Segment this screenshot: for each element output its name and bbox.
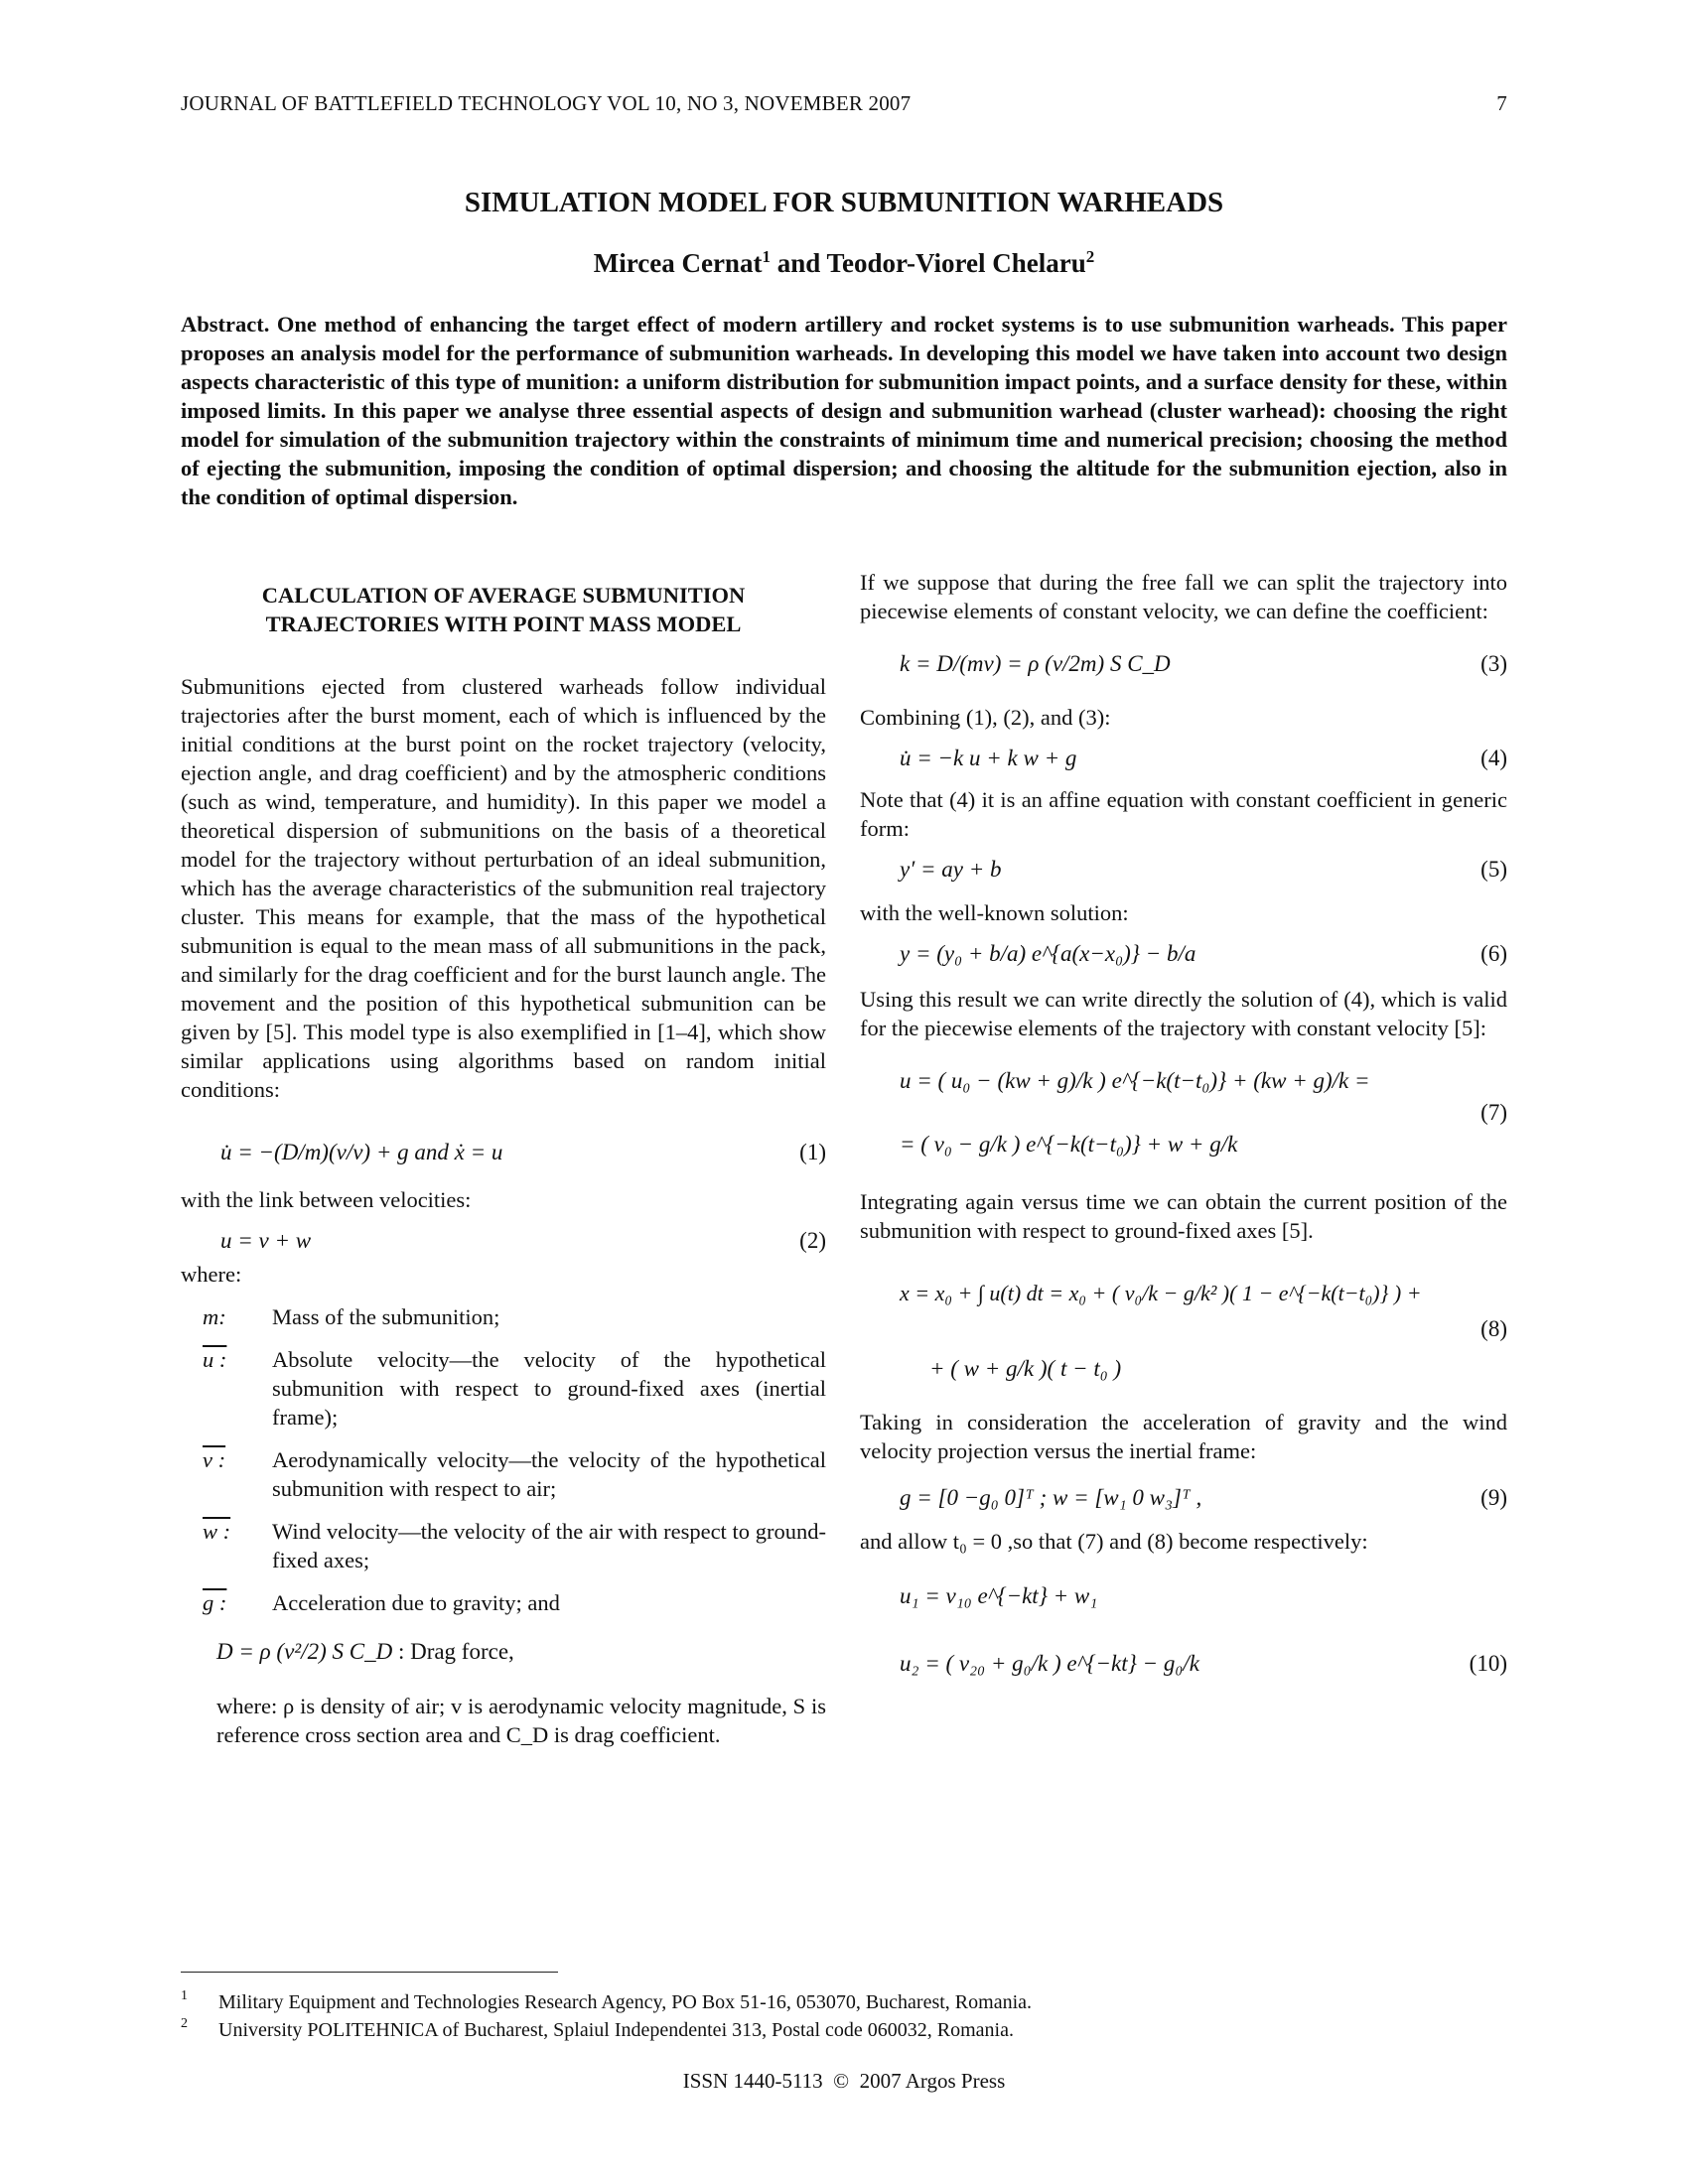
- definition-item: [203, 1517, 826, 1574]
- abstract-label: Abstract.: [181, 312, 270, 337]
- right-taking: Taking in consideration the acceleration of gravity and the wind velocity projection versus the inertial frame:: [860, 1410, 1507, 1463]
- right-allow: and allow t₀ = 0 ,so that (7) and (8) become respectively:: [860, 1529, 1368, 1554]
- footnote-mark: 2: [181, 2016, 188, 2031]
- drag-force-line: [216, 1637, 826, 1666]
- equation-4-number: (4): [1480, 746, 1507, 770]
- footnote-mark: 1: [181, 1988, 188, 2003]
- drag-label: : Drag force,: [397, 1639, 514, 1664]
- page-footer: ISSN 1440-5113 © 2007 Argos Press: [682, 2069, 1006, 2093]
- definition-symbol: m:: [203, 1304, 226, 1329]
- running-header: [181, 91, 1507, 116]
- equation-8-line-a: x = x₀ + ∫ u(t) dt = x₀ + ( v₀/k − g/k² )( 1 − e^{−k(t−t₀)} ) +: [900, 1281, 1422, 1305]
- equation-6-number: (6): [1480, 941, 1507, 966]
- equation-9-number: (9): [1480, 1485, 1507, 1510]
- definition-symbol: u :: [203, 1347, 227, 1372]
- definition-item: [203, 1302, 826, 1331]
- equation-7-line-b: = ( v₀ − g/k ) e^{−k(t−t₀)} + w + g/k: [900, 1132, 1238, 1157]
- footnote-rule: [181, 1972, 558, 1973]
- footnote-text: University POLITEHNICA of Bucharest, Splaiul Independentei 313, Postal code 060032, Romania.: [218, 2019, 1014, 2041]
- abstract: [181, 310, 1507, 511]
- equation-7: [860, 1058, 1507, 1187]
- definition-symbol: g :: [203, 1590, 227, 1615]
- equation-4-body: u̇ = −k u + k w + g: [900, 746, 1077, 770]
- equation-7-number: (7): [1480, 1100, 1507, 1125]
- definition-symbol: v :: [203, 1447, 226, 1472]
- left-column: [181, 581, 826, 1749]
- drag-equation: D = ρ (v²/2) S C_D: [216, 1639, 393, 1664]
- equation-10-line-b: u₂ = ( v₂₀ + g₀/k ) e^{−kt} − g₀/k: [900, 1651, 1199, 1676]
- running-title: JOURNAL OF BATTLEFIELD TECHNOLOGY VOL 10, NO 3, NOVEMBER 2007: [181, 91, 912, 115]
- equation-10-line-a: u₁ = v₁₀ e^{−kt} + w₁: [900, 1583, 1098, 1608]
- right-intro: If we suppose that during the free fall we can split the trajectory into piecewise elements of constant velocity, we can define the coefficient:: [860, 570, 1507, 623]
- equation-8-line-b: + ( w + g/k )( t − t₀ ): [929, 1356, 1122, 1381]
- equation-8-number: (8): [1480, 1316, 1507, 1341]
- equation-1-number: (1): [799, 1140, 826, 1164]
- abstract-text: One method of enhancing the target effect of modern artillery and rocket systems is to use submunition warheads. This paper proposes an analysis model for the performance of submunition warheads. In developing this model we have taken into account two design aspects characteristic of this type of munition: a uniform distribution for submunition impact points, and a surface density for these, within imposed limits. In this paper we analyse three essential aspects of design and submunition warhead (cluster warhead): choosing the right model for simulation of the submunition trajectory within the constraints of minimum time and numerical precision; choosing the method of ejecting the submunition, imposing the condition of optimal dispersion; and choosing the altitude for the submunition ejection, also in the condition of optimal dispersion.: [181, 312, 1508, 509]
- right-well-known: with the well-known solution:: [860, 900, 1129, 925]
- equation-2-body: u = v + w: [220, 1228, 312, 1253]
- right-using: Using this result we can write directly the solution of (4), which is valid for the piecewise elements of the trajectory with constant velocity [5]:: [860, 987, 1507, 1040]
- equation-2-number: (2): [799, 1228, 826, 1253]
- right-column: [860, 568, 1507, 1712]
- equation-1-body: u̇ = −(D/m)(v/v) + g and ẋ = u: [220, 1140, 503, 1164]
- author-conj: and: [770, 248, 827, 278]
- definition-item: [203, 1445, 826, 1503]
- paper-authors: [181, 247, 1507, 279]
- definition-item: [203, 1588, 826, 1617]
- equation-8: [860, 1259, 1507, 1408]
- author-2: Teodor-Viorel Chelaru: [826, 248, 1086, 278]
- equation-5-body: y′ = ay + b: [900, 857, 1002, 882]
- definition-symbol: w :: [203, 1519, 231, 1544]
- equation-10: [860, 1573, 1507, 1712]
- equation-7-line-a: u = ( u₀ − (kw + g)/k ) e^{−k(t−t₀)} + (kw + g)/k =: [900, 1068, 1370, 1093]
- left-where: where:: [181, 1262, 242, 1287]
- equation-3-body: k = D/(mv) = ρ (v/2m) S C_D: [900, 651, 1171, 676]
- equation-10-number: (10): [1469, 1651, 1507, 1676]
- author-2-mark: 2: [1085, 247, 1095, 266]
- author-1: Mircea Cernat: [593, 248, 763, 278]
- equation-2: [181, 1214, 826, 1260]
- equation-9: [860, 1471, 1507, 1527]
- definition-text: Acceleration due to gravity; and: [272, 1590, 560, 1615]
- equation-6: [860, 927, 1507, 985]
- definitions-list: [203, 1302, 826, 1617]
- equation-5-number: (5): [1480, 857, 1507, 882]
- definition-text: Aerodynamically velocity—the velocity of the hypothetical submunition with respect to air;: [272, 1447, 826, 1501]
- definition-text: Absolute velocity—the velocity of the hypothetical submunition with respect to ground-fixed axes (inertial frame);: [272, 1347, 826, 1430]
- right-integrating: Integrating again versus time we can obtain the current position of the submunition with respect to ground-fixed axes [5].: [860, 1189, 1507, 1243]
- equation-4: [860, 732, 1507, 785]
- author-1-mark: 1: [762, 247, 771, 266]
- left-paragraph-1: Submunitions ejected from clustered warheads follow individual trajectories after the burst moment, each of which is influenced by the initial conditions at the burst point on the rocket trajectory (velocity, ejection angle, and drag coefficient) and by the atmospheric conditions (such as wind, temperature, and humidity). In this paper we model a theoretical dispersion of submunitions on the basis of a theoretical model for the trajectory without perturbation of an ideal submunition, which has the average characteristics of the submunition real trajectory cluster. This means for example, that the mass of the hypothetical submunition is equal to the mean mass of all submunitions in the pack, and similarly for the drag coefficient and for the burst launch angle. The movement and the position of this hypothetical submunition can be given by [5]. This model type is also exemplified in [1–4], which show similar applications using algorithms based on random initial conditions:: [181, 674, 826, 1102]
- left-link-text: with the link between velocities:: [181, 1187, 472, 1212]
- left-where-2: where: ρ is density of air; v is aerodynamic velocity magnitude, S is reference cross section area and C_D is drag coefficient.: [216, 1694, 826, 1747]
- right-note: Note that (4) it is an affine equation with constant coefficient in generic form:: [860, 787, 1507, 841]
- footnote-text: Military Equipment and Technologies Research Agency, PO Box 51-16, 053070, Bucharest, Romania.: [218, 1991, 1033, 2013]
- equation-6-body: y = (y₀ + b/a) e^{a(x−x₀)} − b/a: [900, 941, 1196, 966]
- right-combining: Combining (1), (2), and (3):: [860, 705, 1111, 730]
- section-heading: CALCULATION OF AVERAGE SUBMUNITION TRAJECTORIES WITH POINT MASS MODEL: [261, 583, 746, 636]
- equation-3: [860, 637, 1507, 703]
- equation-3-number: (3): [1480, 651, 1507, 676]
- definition-text: Wind velocity—the velocity of the air with respect to ground-fixed axes;: [272, 1519, 826, 1572]
- equation-1: [181, 1126, 826, 1185]
- equation-5: [860, 843, 1507, 898]
- page-number: 7: [1496, 91, 1507, 115]
- equation-9-body: g = [0 −g₀ 0]ᵀ ; w = [w₁ 0 w₃]ᵀ ,: [900, 1485, 1202, 1510]
- definition-item: [203, 1345, 826, 1432]
- paper-title: SIMULATION MODEL FOR SUBMUNITION WARHEADS: [464, 187, 1224, 218]
- definition-text: Mass of the submunition;: [272, 1304, 500, 1329]
